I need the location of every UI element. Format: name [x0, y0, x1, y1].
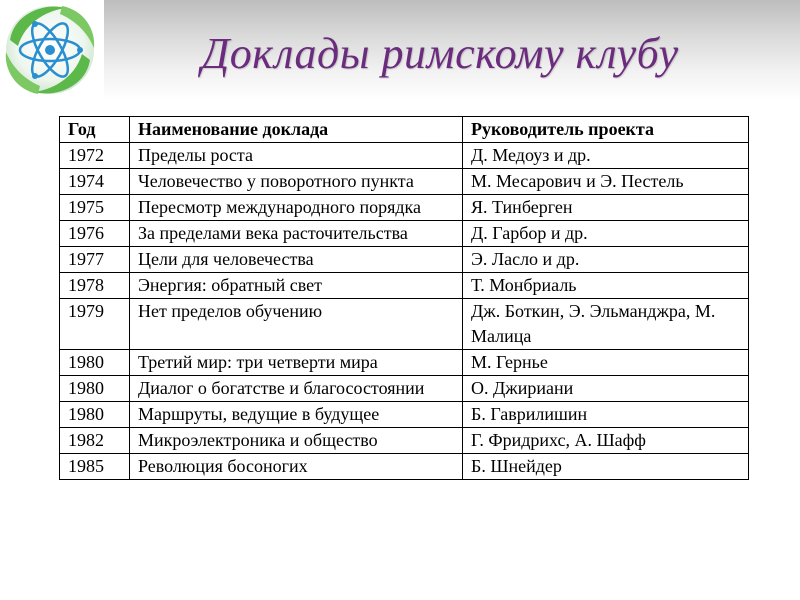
- cell-year: 1980: [60, 402, 130, 428]
- cell-leader: Б. Шнейдер: [463, 454, 749, 480]
- cell-leader: М. Месарович и Э. Пестель: [463, 169, 749, 195]
- reports-table: [59, 116, 749, 480]
- table-row: [60, 428, 749, 454]
- cell-leader: Я. Тинберген: [463, 195, 749, 221]
- table-header-row: [60, 117, 749, 143]
- cell-year: 1975: [60, 195, 130, 221]
- atom-icon: [0, 0, 104, 100]
- column-header-leader: Руководитель проекта: [463, 117, 749, 143]
- cell-leader: Т. Монбриаль: [463, 273, 749, 299]
- page-title: Доклады римскому клубу: [201, 29, 679, 78]
- table-row: [60, 402, 749, 428]
- cell-year: 1977: [60, 247, 130, 273]
- column-header-title: Наименование доклада: [130, 117, 463, 143]
- cell-year: 1982: [60, 428, 130, 454]
- cell-leader: О. Джириани: [463, 376, 749, 402]
- cell-leader: Д. Гарбор и др.: [463, 221, 749, 247]
- table-row: [60, 350, 749, 376]
- cell-title: Пересмотр международного порядка: [130, 195, 463, 221]
- table-row: [60, 195, 749, 221]
- column-header-year: Год: [60, 117, 130, 143]
- table-body: [60, 143, 749, 480]
- cell-title: Диалог о богатстве и благосостоянии: [130, 376, 463, 402]
- cell-year: 1979: [60, 299, 130, 350]
- table-header: [60, 117, 749, 143]
- cell-leader: Дж. Боткин, Э. Эльманджра, М. Малица: [463, 299, 749, 350]
- cell-year: 1972: [60, 143, 130, 169]
- table-row: [60, 247, 749, 273]
- cell-title: Энергия: обратный свет: [130, 273, 463, 299]
- table-row: [60, 221, 749, 247]
- cell-title: Революция босоногих: [130, 454, 463, 480]
- cell-year: 1976: [60, 221, 130, 247]
- cell-leader: Б. Гаврилишин: [463, 402, 749, 428]
- table-row: [60, 169, 749, 195]
- cell-leader: М. Гернье: [463, 350, 749, 376]
- cell-title: Маршруты, ведущие в будущее: [130, 402, 463, 428]
- cell-title: Пределы роста: [130, 143, 463, 169]
- cell-title: Цели для человечества: [130, 247, 463, 273]
- cell-leader: Д. Медоуз и др.: [463, 143, 749, 169]
- table-row: [60, 376, 749, 402]
- cell-title: Нет пределов обучению: [130, 299, 463, 350]
- cell-title: Микроэлектроника и общество: [130, 428, 463, 454]
- logo: [0, 0, 104, 100]
- cell-title: Человечество у поворотного пункта: [130, 169, 463, 195]
- cell-year: 1978: [60, 273, 130, 299]
- table-row: [60, 454, 749, 480]
- cell-year: 1985: [60, 454, 130, 480]
- cell-title: Третий мир: три четверти мира: [130, 350, 463, 376]
- cell-year: 1980: [60, 376, 130, 402]
- cell-leader: Э. Ласло и др.: [463, 247, 749, 273]
- cell-title: За пределами века расточительства: [130, 221, 463, 247]
- table-row: [60, 273, 749, 299]
- cell-leader: Г. Фридрихс, А. Шафф: [463, 428, 749, 454]
- cell-year: 1980: [60, 350, 130, 376]
- table-row: [60, 143, 749, 169]
- cell-year: 1974: [60, 169, 130, 195]
- table-row: [60, 299, 749, 350]
